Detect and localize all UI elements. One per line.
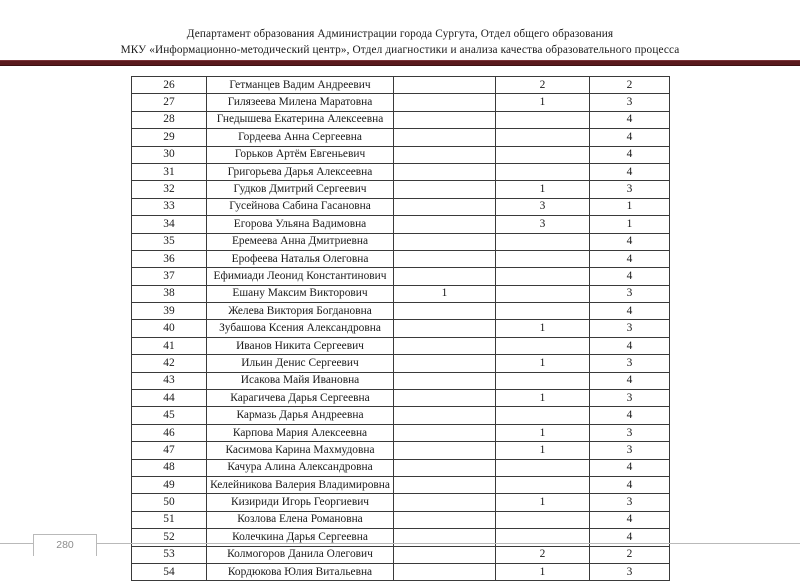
student-name: Колечкина Дарья Сергеевна bbox=[207, 529, 394, 546]
value-column-2 bbox=[496, 250, 590, 267]
value-column-3: 4 bbox=[590, 303, 670, 320]
student-name: Иванов Никита Сергеевич bbox=[207, 337, 394, 354]
value-column-2: 1 bbox=[496, 424, 590, 441]
row-number: 38 bbox=[132, 285, 207, 302]
table-row bbox=[132, 285, 670, 302]
row-number: 31 bbox=[132, 163, 207, 180]
value-column-2 bbox=[496, 303, 590, 320]
students-table-body bbox=[132, 77, 670, 581]
value-column-3: 2 bbox=[590, 77, 670, 94]
table-row bbox=[132, 250, 670, 267]
row-number: 44 bbox=[132, 390, 207, 407]
value-column-3: 3 bbox=[590, 390, 670, 407]
value-column-2 bbox=[496, 129, 590, 146]
value-column-3: 4 bbox=[590, 459, 670, 476]
row-number: 34 bbox=[132, 216, 207, 233]
value-column-2 bbox=[496, 146, 590, 163]
value-column-2 bbox=[496, 111, 590, 128]
value-column-1 bbox=[394, 355, 496, 372]
table-row bbox=[132, 181, 670, 198]
value-column-3: 4 bbox=[590, 163, 670, 180]
student-name: Кордюкова Юлия Витальевна bbox=[207, 563, 394, 580]
table-row bbox=[132, 198, 670, 215]
value-column-2 bbox=[496, 476, 590, 493]
header-divider-rule bbox=[0, 60, 800, 66]
row-number: 41 bbox=[132, 337, 207, 354]
row-number: 28 bbox=[132, 111, 207, 128]
value-column-3: 1 bbox=[590, 216, 670, 233]
student-name: Горьков Артём Евгеньевич bbox=[207, 146, 394, 163]
header-line-2: МКУ «Информационно-методический центр», Отдел диагностики и анализа качества образовательного процесса bbox=[120, 44, 680, 56]
value-column-2 bbox=[496, 459, 590, 476]
table-row bbox=[132, 77, 670, 94]
student-name: Ешану Максим Викторович bbox=[207, 285, 394, 302]
value-column-3: 4 bbox=[590, 233, 670, 250]
value-column-2: 1 bbox=[496, 320, 590, 337]
value-column-1 bbox=[394, 320, 496, 337]
value-column-1 bbox=[394, 390, 496, 407]
student-name: Ильин Денис Сергеевич bbox=[207, 355, 394, 372]
value-column-3: 3 bbox=[590, 181, 670, 198]
table-row bbox=[132, 372, 670, 389]
row-number: 51 bbox=[132, 511, 207, 528]
value-column-1 bbox=[394, 407, 496, 424]
value-column-1 bbox=[394, 129, 496, 146]
student-name: Гилязеева Милена Маратовна bbox=[207, 94, 394, 111]
value-column-3: 3 bbox=[590, 320, 670, 337]
value-column-1 bbox=[394, 459, 496, 476]
value-column-2 bbox=[496, 511, 590, 528]
student-name: Еремеева Анна Дмитриевна bbox=[207, 233, 394, 250]
value-column-3: 2 bbox=[590, 546, 670, 563]
student-name: Зубашова Ксения Александровна bbox=[207, 320, 394, 337]
row-number: 42 bbox=[132, 355, 207, 372]
value-column-2 bbox=[496, 337, 590, 354]
value-column-3: 4 bbox=[590, 250, 670, 267]
table-row bbox=[132, 111, 670, 128]
value-column-1 bbox=[394, 303, 496, 320]
value-column-3: 3 bbox=[590, 285, 670, 302]
value-column-1 bbox=[394, 424, 496, 441]
value-column-1 bbox=[394, 198, 496, 215]
value-column-3: 4 bbox=[590, 337, 670, 354]
value-column-1 bbox=[394, 111, 496, 128]
value-column-2 bbox=[496, 372, 590, 389]
value-column-3: 4 bbox=[590, 111, 670, 128]
value-column-3: 3 bbox=[590, 563, 670, 580]
value-column-3: 3 bbox=[590, 442, 670, 459]
value-column-2: 1 bbox=[496, 94, 590, 111]
table-row bbox=[132, 320, 670, 337]
row-number: 46 bbox=[132, 424, 207, 441]
value-column-2: 1 bbox=[496, 181, 590, 198]
value-column-2 bbox=[496, 233, 590, 250]
student-name: Григорьева Дарья Алексеевна bbox=[207, 163, 394, 180]
table-row bbox=[132, 459, 670, 476]
student-name: Кизириди Игорь Георгиевич bbox=[207, 494, 394, 511]
table-row bbox=[132, 476, 670, 493]
row-number: 39 bbox=[132, 303, 207, 320]
table-row bbox=[132, 233, 670, 250]
student-name: Колмогоров Данила Олегович bbox=[207, 546, 394, 563]
value-column-3: 4 bbox=[590, 407, 670, 424]
value-column-2: 1 bbox=[496, 442, 590, 459]
value-column-1 bbox=[394, 163, 496, 180]
value-column-1 bbox=[394, 233, 496, 250]
value-column-1 bbox=[394, 250, 496, 267]
value-column-3: 3 bbox=[590, 424, 670, 441]
footer-rule-left bbox=[0, 543, 33, 544]
value-column-2 bbox=[496, 285, 590, 302]
students-table bbox=[131, 76, 670, 581]
table-row bbox=[132, 216, 670, 233]
row-number: 33 bbox=[132, 198, 207, 215]
table-row bbox=[132, 355, 670, 372]
value-column-2: 1 bbox=[496, 390, 590, 407]
row-number: 49 bbox=[132, 476, 207, 493]
table-row bbox=[132, 424, 670, 441]
table-row bbox=[132, 494, 670, 511]
value-column-3: 4 bbox=[590, 129, 670, 146]
student-name: Гордеева Анна Сергеевна bbox=[207, 129, 394, 146]
row-number: 29 bbox=[132, 129, 207, 146]
table-row bbox=[132, 163, 670, 180]
value-column-3: 4 bbox=[590, 511, 670, 528]
value-column-2: 2 bbox=[496, 546, 590, 563]
row-number: 43 bbox=[132, 372, 207, 389]
value-column-3: 4 bbox=[590, 372, 670, 389]
row-number: 37 bbox=[132, 268, 207, 285]
value-column-1 bbox=[394, 268, 496, 285]
row-number: 27 bbox=[132, 94, 207, 111]
value-column-1 bbox=[394, 563, 496, 580]
value-column-1 bbox=[394, 494, 496, 511]
student-name: Гетманцев Вадим Андреевич bbox=[207, 77, 394, 94]
value-column-1 bbox=[394, 146, 496, 163]
table-row bbox=[132, 407, 670, 424]
table-row bbox=[132, 303, 670, 320]
value-column-1 bbox=[394, 511, 496, 528]
table-row bbox=[132, 337, 670, 354]
value-column-3: 3 bbox=[590, 94, 670, 111]
value-column-1 bbox=[394, 216, 496, 233]
student-name: Ефимиади Леонид Константинович bbox=[207, 268, 394, 285]
student-name: Кармазь Дарья Андреевна bbox=[207, 407, 394, 424]
value-column-1 bbox=[394, 476, 496, 493]
row-number: 36 bbox=[132, 250, 207, 267]
value-column-1 bbox=[394, 372, 496, 389]
student-name: Козлова Елена Романовна bbox=[207, 511, 394, 528]
page-footer bbox=[0, 534, 800, 566]
student-name: Карагичева Дарья Сергеевна bbox=[207, 390, 394, 407]
table-row bbox=[132, 129, 670, 146]
table-row bbox=[132, 511, 670, 528]
value-column-2: 3 bbox=[496, 198, 590, 215]
value-column-2: 1 bbox=[496, 563, 590, 580]
student-name: Егорова Ульяна Вадимовна bbox=[207, 216, 394, 233]
value-column-3: 3 bbox=[590, 355, 670, 372]
table-row bbox=[132, 390, 670, 407]
header-line-1: Департамент образования Администрации города Сургута, Отдел общего образования bbox=[186, 28, 614, 40]
row-number: 53 bbox=[132, 546, 207, 563]
value-column-2: 1 bbox=[496, 355, 590, 372]
value-column-1: 1 bbox=[394, 285, 496, 302]
value-column-2: 3 bbox=[496, 216, 590, 233]
table-row bbox=[132, 94, 670, 111]
row-number: 45 bbox=[132, 407, 207, 424]
value-column-2: 2 bbox=[496, 77, 590, 94]
value-column-3: 4 bbox=[590, 529, 670, 546]
value-column-1 bbox=[394, 77, 496, 94]
value-column-2 bbox=[496, 163, 590, 180]
value-column-1 bbox=[394, 181, 496, 198]
row-number: 54 bbox=[132, 563, 207, 580]
student-name: Гнедышева Екатерина Алексеевна bbox=[207, 111, 394, 128]
table-row bbox=[132, 563, 670, 580]
row-number: 50 bbox=[132, 494, 207, 511]
student-name: Желева Виктория Богдановна bbox=[207, 303, 394, 320]
row-number: 48 bbox=[132, 459, 207, 476]
row-number: 35 bbox=[132, 233, 207, 250]
student-name: Исакова Майя Ивановна bbox=[207, 372, 394, 389]
row-number: 47 bbox=[132, 442, 207, 459]
document-header bbox=[0, 26, 800, 58]
value-column-2 bbox=[496, 268, 590, 285]
student-name: Качура Алина Александровна bbox=[207, 459, 394, 476]
row-number: 32 bbox=[132, 181, 207, 198]
table-row bbox=[132, 146, 670, 163]
value-column-1 bbox=[394, 337, 496, 354]
value-column-2 bbox=[496, 407, 590, 424]
table-row bbox=[132, 268, 670, 285]
row-number: 30 bbox=[132, 146, 207, 163]
table-row bbox=[132, 442, 670, 459]
row-number: 40 bbox=[132, 320, 207, 337]
row-number: 26 bbox=[132, 77, 207, 94]
footer-rule-right bbox=[97, 543, 800, 544]
page-number: 280 bbox=[56, 539, 74, 551]
value-column-3: 1 bbox=[590, 198, 670, 215]
value-column-1 bbox=[394, 442, 496, 459]
student-name: Гусейнова Сабина Гасановна bbox=[207, 198, 394, 215]
value-column-3: 4 bbox=[590, 146, 670, 163]
value-column-3: 4 bbox=[590, 268, 670, 285]
value-column-1 bbox=[394, 94, 496, 111]
students-table-container bbox=[131, 76, 669, 581]
value-column-3: 4 bbox=[590, 476, 670, 493]
student-name: Карпова Мария Алексеевна bbox=[207, 424, 394, 441]
value-column-2: 1 bbox=[496, 494, 590, 511]
value-column-3: 3 bbox=[590, 494, 670, 511]
student-name: Касимова Карина Махмудовна bbox=[207, 442, 394, 459]
student-name: Келейникова Валерия Владимировна bbox=[207, 476, 394, 493]
student-name: Ерофеева Наталья Олеговна bbox=[207, 250, 394, 267]
student-name: Гудков Дмитрий Сергеевич bbox=[207, 181, 394, 198]
row-number: 52 bbox=[132, 529, 207, 546]
